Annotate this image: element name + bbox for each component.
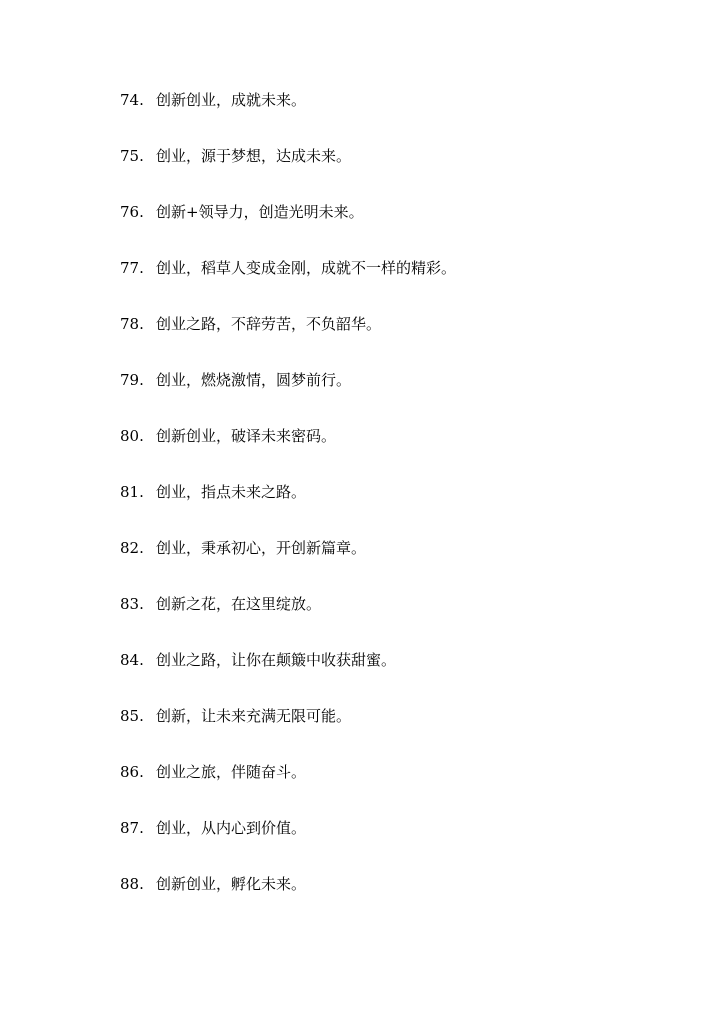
slogan-list bbox=[120, 86, 680, 926]
item-number: 88. bbox=[120, 875, 144, 893]
item-text: 创业，源于梦想，达成未来。 bbox=[156, 147, 352, 165]
list-item bbox=[120, 702, 680, 758]
list-item bbox=[120, 814, 680, 870]
list-item bbox=[120, 870, 680, 926]
item-text: 创新+领导力，创造光明未来。 bbox=[156, 203, 364, 221]
item-number: 76. bbox=[120, 203, 144, 221]
item-number: 75. bbox=[120, 147, 144, 165]
list-item bbox=[120, 646, 680, 702]
item-number: 77. bbox=[120, 259, 144, 277]
list-item bbox=[120, 534, 680, 590]
list-item bbox=[120, 590, 680, 646]
item-number: 84. bbox=[120, 651, 144, 669]
item-number: 79. bbox=[120, 371, 144, 389]
item-number: 87. bbox=[120, 819, 144, 837]
list-item bbox=[120, 86, 680, 142]
list-item bbox=[120, 310, 680, 366]
list-item bbox=[120, 758, 680, 814]
item-text: 创业，燃烧激情，圆梦前行。 bbox=[156, 371, 352, 389]
item-text: 创新之花，在这里绽放。 bbox=[156, 595, 322, 613]
list-item bbox=[120, 366, 680, 422]
item-number: 81. bbox=[120, 483, 144, 501]
item-number: 85. bbox=[120, 707, 144, 725]
item-text: 创新，让未来充满无限可能。 bbox=[156, 707, 352, 725]
item-text: 创业之路，不辞劳苦，不负韶华。 bbox=[156, 315, 382, 333]
item-number: 82. bbox=[120, 539, 144, 557]
item-text: 创业，秉承初心，开创新篇章。 bbox=[156, 539, 367, 557]
item-number: 74. bbox=[120, 91, 144, 109]
item-text: 创新创业，破译未来密码。 bbox=[156, 427, 337, 445]
list-item bbox=[120, 422, 680, 478]
item-number: 83. bbox=[120, 595, 144, 613]
item-number: 78. bbox=[120, 315, 144, 333]
list-item bbox=[120, 198, 680, 254]
list-item bbox=[120, 478, 680, 534]
item-text: 创业之路，让你在颠簸中收获甜蜜。 bbox=[156, 651, 397, 669]
list-item bbox=[120, 254, 680, 310]
item-number: 80. bbox=[120, 427, 144, 445]
item-number: 86. bbox=[120, 763, 144, 781]
item-text: 创业之旅，伴随奋斗。 bbox=[156, 763, 307, 781]
item-text: 创业，从内心到价值。 bbox=[156, 819, 307, 837]
item-text: 创新创业，孵化未来。 bbox=[156, 875, 307, 893]
item-text: 创新创业，成就未来。 bbox=[156, 91, 307, 109]
item-text: 创业，稻草人变成金刚，成就不一样的精彩。 bbox=[156, 259, 457, 277]
item-text: 创业，指点未来之路。 bbox=[156, 483, 307, 501]
list-item bbox=[120, 142, 680, 198]
